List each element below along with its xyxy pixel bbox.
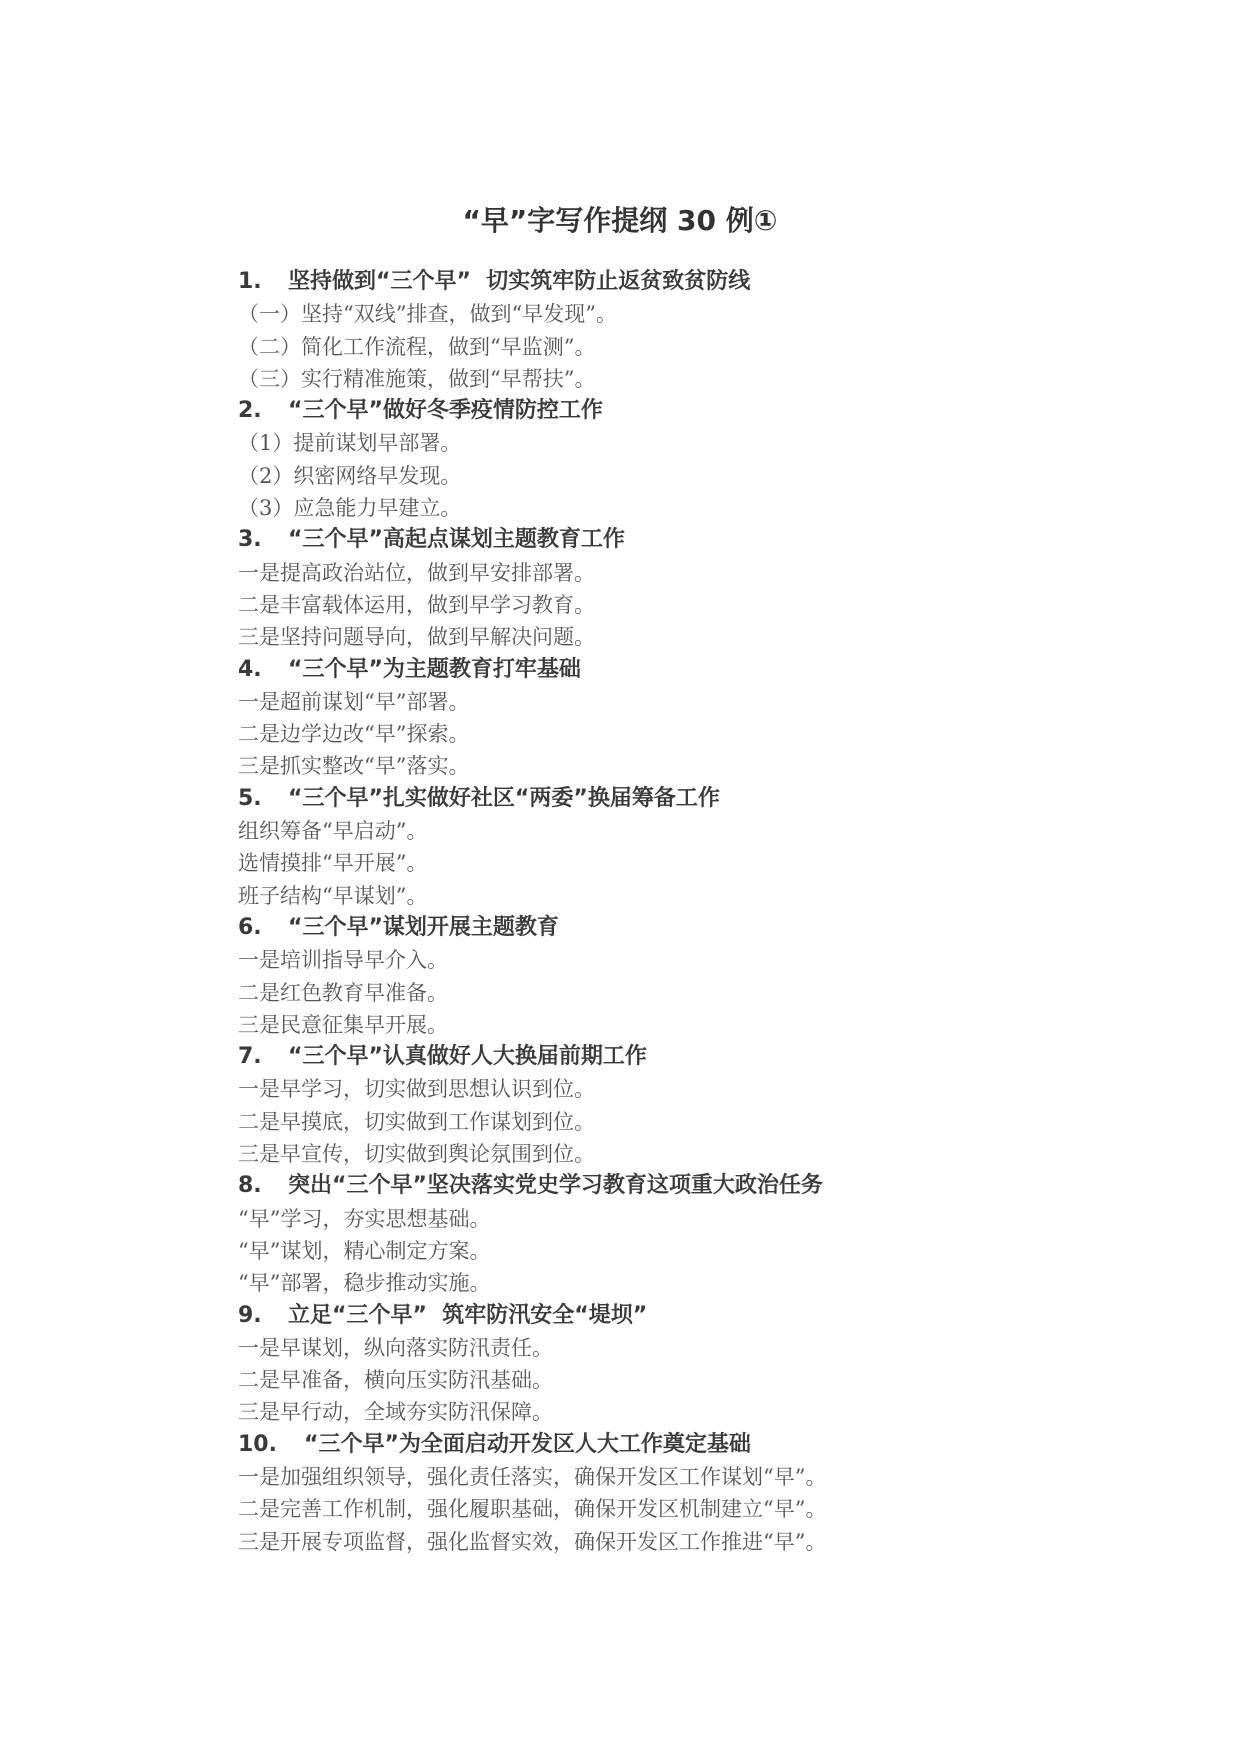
outline-section-4 (238, 654, 998, 783)
list-item: 一是早学习，切实做到思想认识到位。 (238, 1077, 595, 1102)
list-item: “早”部署，稳步推动实施。 (238, 1271, 491, 1296)
section-number: 6. (238, 914, 262, 940)
list-item: 一是提高政治站位，做到早安排部署。 (238, 560, 595, 585)
list-item: （二）简化工作流程，做到“早监测”。 (238, 334, 596, 359)
list-item: 一是超前谋划“早”部署。 (238, 689, 470, 714)
section-heading (238, 1041, 998, 1073)
list-item: 一是早谋划，纵向落实防汛责任。 (238, 1335, 553, 1360)
list-item: 二是丰富载体运用，做到早学习教育。 (238, 592, 595, 617)
list-item: 组织筹备“早启动”。 (238, 819, 428, 844)
section-heading-text: “三个早”为全面启动开发区人大工作奠定基础 (304, 1431, 751, 1457)
section-heading (238, 266, 998, 298)
outline-section-10 (238, 1429, 998, 1558)
list-item: 一是培训指导早介入。 (238, 948, 448, 973)
section-number: 8. (238, 1173, 262, 1199)
section-heading-text: 突出“三个早”坚决落实党史学习教育这项重大政治任务 (288, 1173, 823, 1199)
section-heading (238, 783, 998, 815)
list-item: 一是加强组织领导，强化责任落实，确保开发区工作谋划“早”。 (238, 1464, 827, 1489)
list-item: （2）织密网络早发现。 (238, 463, 462, 488)
outline-section-8 (238, 1170, 998, 1299)
list-item: 二是早摸底，切实做到工作谋划到位。 (238, 1109, 595, 1134)
list-item: （一）坚持“双线”排查，做到“早发现”。 (238, 302, 617, 327)
section-heading-text: “三个早”扎实做好社区“两委”换届筹备工作 (288, 785, 720, 811)
section-number: 4. (238, 656, 262, 682)
list-item: “早”谋划，精心制定方案。 (238, 1238, 491, 1263)
section-heading (238, 524, 998, 556)
section-number: 2. (238, 398, 262, 424)
outline-body (238, 266, 998, 1558)
list-item: 选情摸排“早开展”。 (238, 851, 428, 876)
list-item: 三是早行动，全域夯实防汛保障。 (238, 1400, 553, 1425)
section-heading-text: 坚持做到“三个早” 切实筑牢防止返贫致贫防线 (288, 269, 751, 294)
list-item: 二是早准备，横向压实防汛基础。 (238, 1368, 553, 1393)
section-heading (238, 395, 998, 427)
section-heading-text: “三个早”为主题教育打牢基础 (288, 656, 581, 682)
list-item: 二是完善工作机制，强化履职基础，确保开发区机制建立“早”。 (238, 1497, 827, 1522)
document-title: “早”字写作提纲 30 例① (462, 204, 778, 237)
list-item: 班子结构“早谋划”。 (238, 883, 428, 908)
outline-section-9 (238, 1300, 998, 1429)
outline-section-5 (238, 783, 998, 912)
section-number: 5. (238, 785, 262, 811)
list-item: 二是红色教育早准备。 (238, 980, 448, 1005)
list-item: 二是边学边改“早”探索。 (238, 722, 470, 747)
list-item: （三）实行精准施策，做到“早帮扶”。 (238, 366, 596, 391)
list-item: 三是抓实整改“早”落实。 (238, 754, 470, 779)
section-number: 10. (238, 1431, 277, 1457)
section-number: 1. (238, 269, 262, 294)
list-item: 三是早宣传，切实做到舆论氛围到位。 (238, 1142, 595, 1167)
section-number: 9. (238, 1302, 262, 1328)
section-heading-text: “三个早”认真做好人大换届前期工作 (288, 1044, 647, 1070)
section-heading (238, 1170, 998, 1202)
outline-section-3 (238, 524, 998, 653)
list-item: （1）提前谋划早部署。 (238, 431, 462, 456)
list-item: 三是开展专项监督，强化监督实效，确保开发区工作推进“早”。 (238, 1529, 827, 1554)
section-number: 7. (238, 1044, 262, 1070)
outline-section-6 (238, 912, 998, 1041)
outline-section-1 (238, 266, 998, 395)
section-heading (238, 1300, 998, 1332)
outline-section-7 (238, 1041, 998, 1170)
section-number: 3. (238, 527, 262, 553)
list-item: 三是坚持问题导向，做到早解决问题。 (238, 625, 595, 650)
outline-section-2 (238, 395, 998, 524)
section-heading (238, 912, 998, 944)
section-heading-text: “三个早”谋划开展主题教育 (288, 914, 559, 940)
list-item: （3）应急能力早建立。 (238, 496, 462, 521)
section-heading (238, 654, 998, 686)
section-heading-text: “三个早”高起点谋划主题教育工作 (288, 527, 625, 553)
section-heading-text: 立足“三个早” 筑牢防汛安全“堤坝” (288, 1302, 648, 1328)
section-heading (238, 1429, 998, 1461)
section-heading-text: “三个早”做好冬季疫情防控工作 (288, 398, 603, 424)
list-item: 三是民意征集早开展。 (238, 1012, 448, 1037)
list-item: “早”学习，夯实思想基础。 (238, 1206, 491, 1231)
